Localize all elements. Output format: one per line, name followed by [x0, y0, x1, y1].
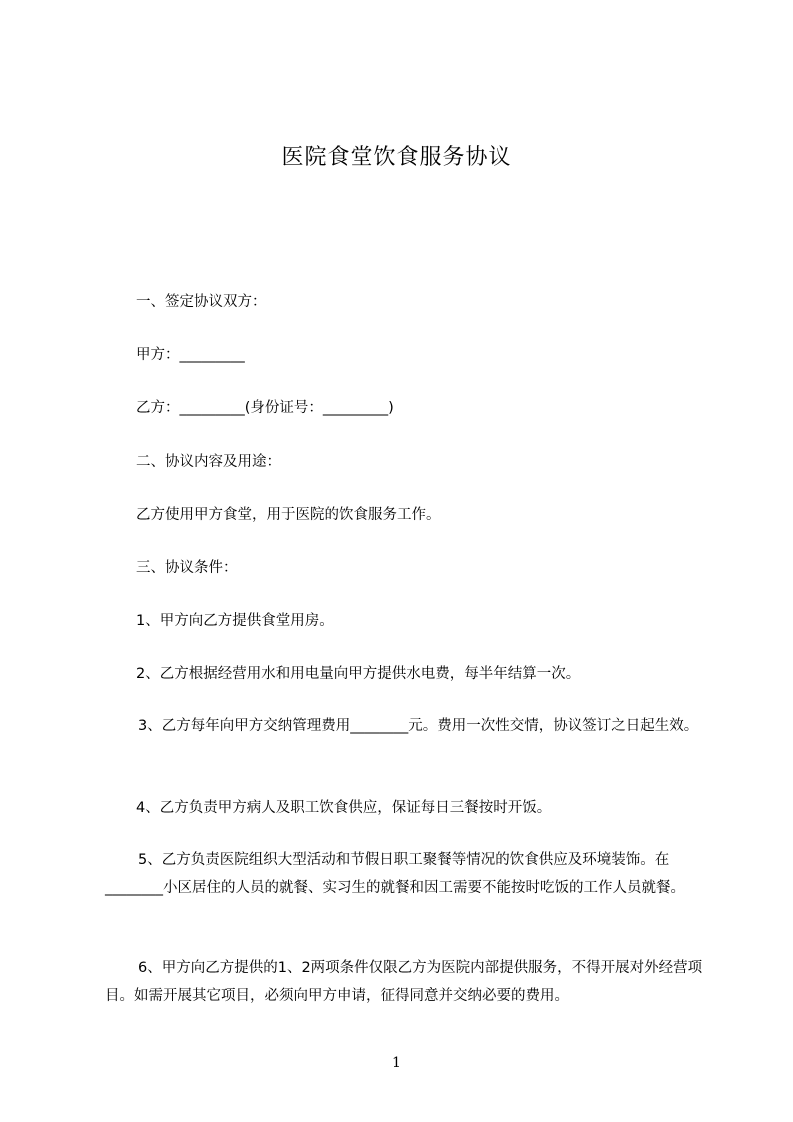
clause-6: 6、甲方向乙方提供的1、2两项条件仅限乙方为医院内部提供服务，不得开展对外经营项目。如需开展其它项目，必须向甲方申请，征得同意并交纳必要的费用。: [105, 960, 703, 1004]
section-3-heading: 三、协议条件：: [136, 560, 238, 576]
page-number: 1: [392, 1055, 401, 1071]
clause-3: 3、乙方每年向甲方交纳管理费用________元。费用一次性交情，协议签订之日起生效。: [138, 718, 699, 734]
clause-5: 5、乙方负责医院组织大型活动和节假日职工聚餐等情况的饮食供应及环境装饰。在________小区居住的人员的就餐、实习生的就餐和因工需要不能按时吃饭的工作人员就餐。: [105, 852, 685, 896]
section-2-body: 乙方使用甲方食堂，用于医院的饮食服务工作。: [136, 507, 441, 523]
document-title: 医院食堂饮食服务协议: [281, 145, 512, 170]
clause-4: 4、乙方负责甲方病人及职工饮食供应，保证每日三餐按时开饭。: [136, 800, 552, 816]
party-a-line: 甲方：_________: [136, 347, 245, 363]
clause-2: 2、乙方根据经营用水和用电量向甲方提供水电费，每半年结算一次。: [136, 666, 581, 682]
clause-1: 1、甲方向乙方提供食堂用房。: [136, 613, 334, 629]
section-2-heading: 二、协议内容及用途：: [136, 454, 281, 470]
section-1-heading: 一、签定协议双方：: [136, 294, 267, 310]
party-b-line: 乙方：_________(身份证号：_________): [136, 400, 394, 416]
